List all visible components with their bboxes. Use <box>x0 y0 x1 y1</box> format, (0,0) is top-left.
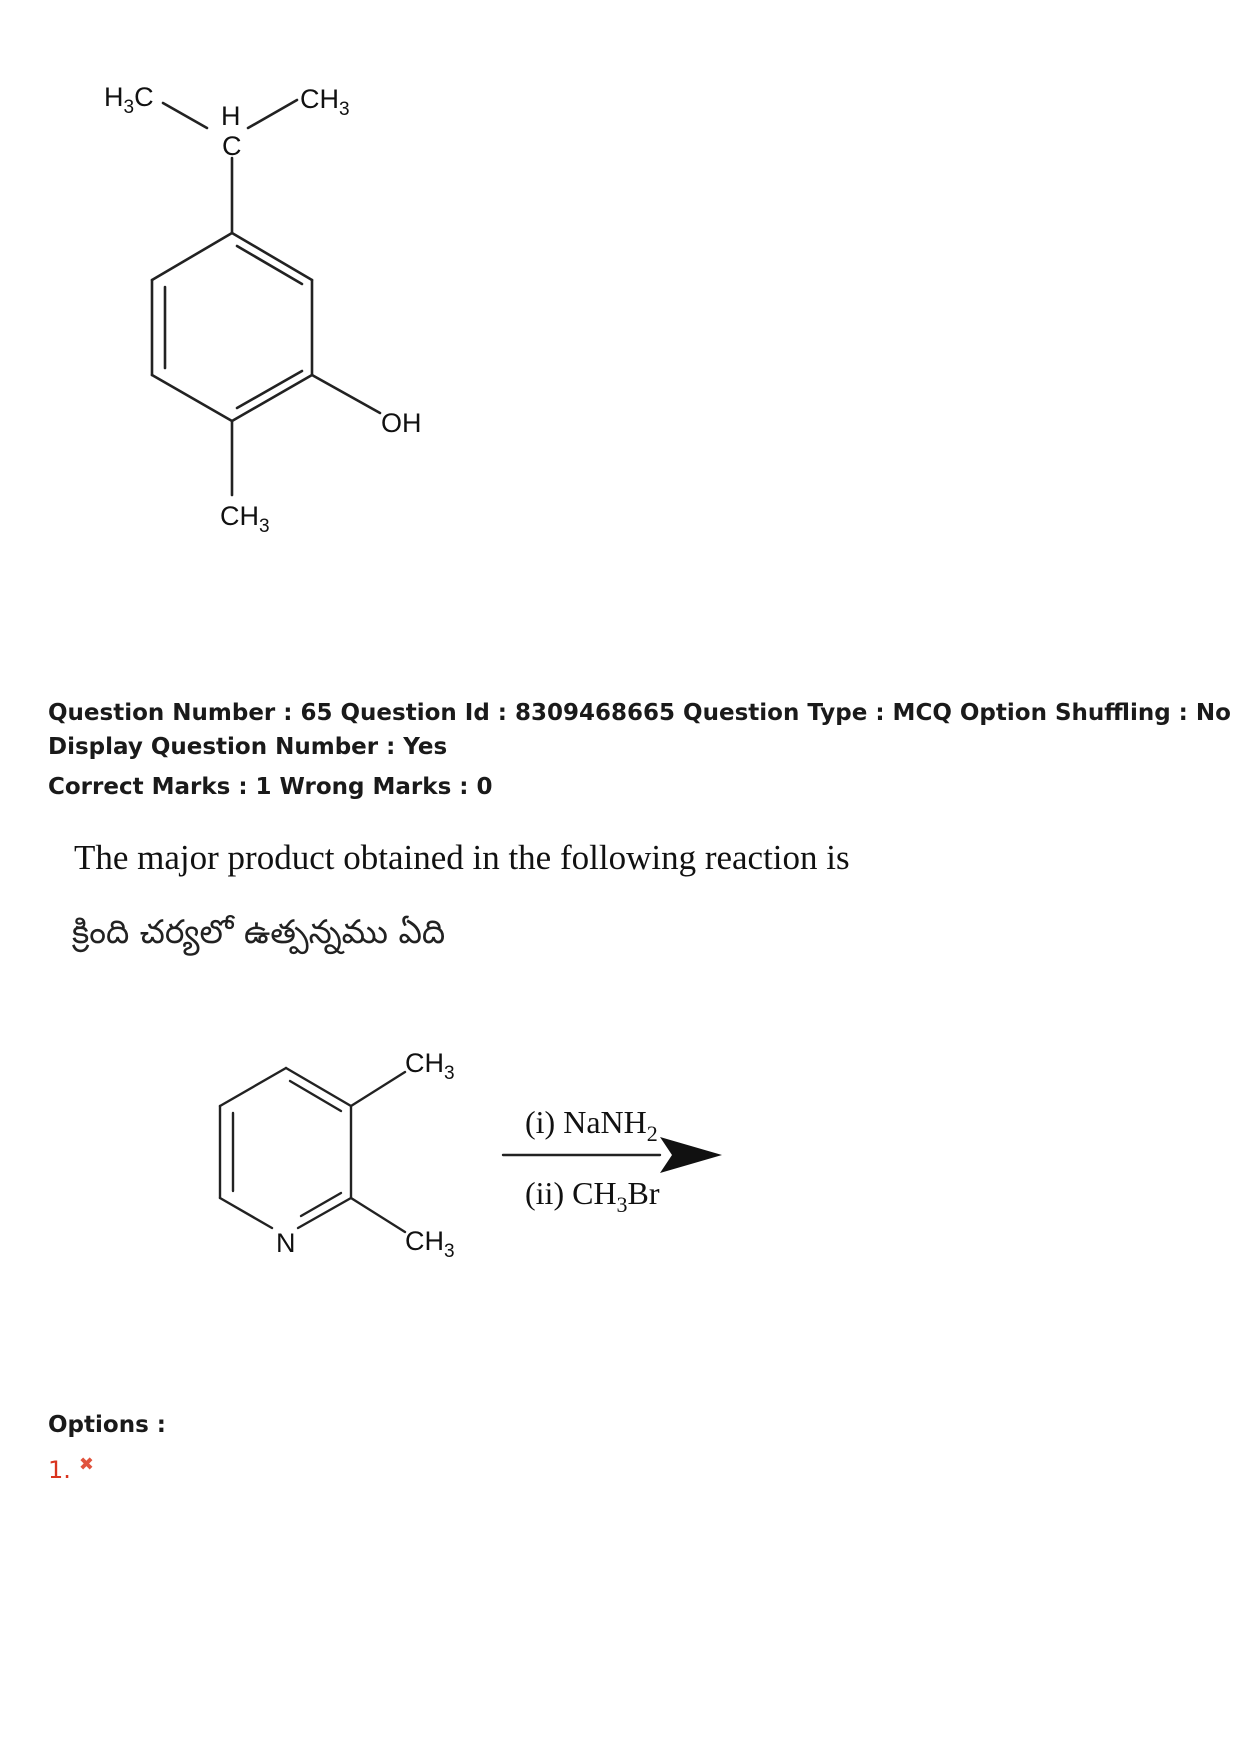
option-1-number: 1. <box>48 1456 71 1484</box>
wrong-cross-icon: ✖ <box>78 1453 94 1475</box>
question-meta-line1: Question Number : 65 Question Id : 8309468665 Question Type : MCQ Option Shuffling : No <box>48 700 1231 726</box>
reagent-1-label: (i) NaNH$_2$ <box>525 1104 658 1146</box>
question-text-english: The major product obtained in the following reaction is <box>74 838 850 877</box>
reaction-n-label: N <box>276 1228 296 1258</box>
reaction-scheme <box>0 1030 800 1300</box>
ch3-right-label: $CH_3$ <box>300 84 350 120</box>
question-meta-line3: Correct Marks : 1 Wrong Marks : 0 <box>48 774 493 800</box>
oh-label: OH <box>381 408 422 438</box>
reagent-2-label: (ii) $CH_3Br$ <box>525 1175 660 1217</box>
option-1 <box>48 1453 94 1484</box>
reaction-ch3-top-label: $CH_3$ <box>405 1048 455 1084</box>
c-label: C <box>222 131 242 161</box>
options-label: Options : <box>48 1412 166 1438</box>
question-text-telugu: క్రింది చర్యలో ఉత్పన్నము ఏది <box>72 912 446 951</box>
top-molecule-structure <box>0 0 500 560</box>
reaction-ch3-bottom-label: $CH_3$ <box>405 1226 455 1262</box>
ch3-bottom-label: $CH_3$ <box>220 501 270 537</box>
h-label: H <box>221 101 241 131</box>
question-meta-line2: Display Question Number : Yes <box>48 734 448 760</box>
h3c-label: $H_3C$ <box>104 82 154 118</box>
